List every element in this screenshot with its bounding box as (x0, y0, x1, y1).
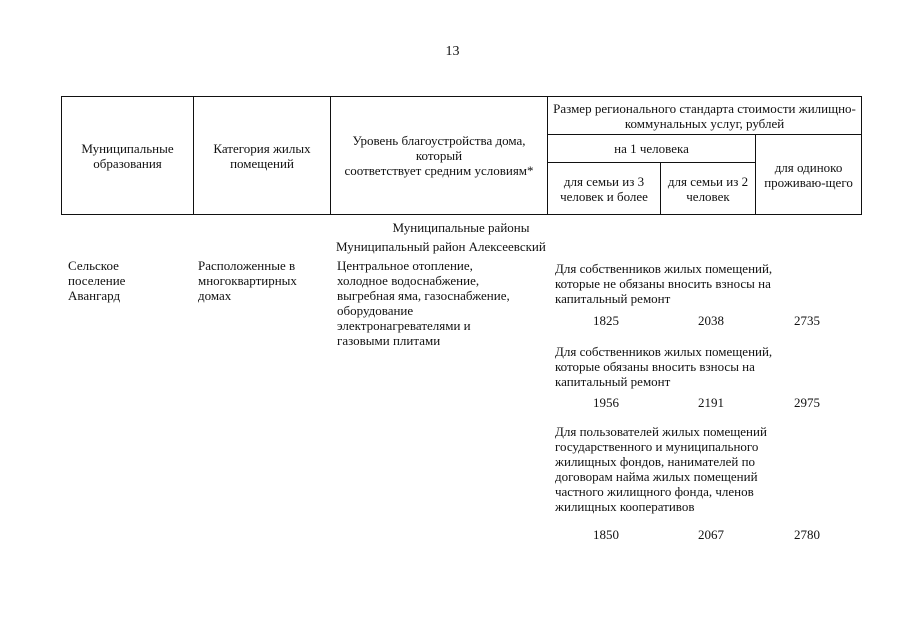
group-1-value-single: 2735 (794, 313, 820, 328)
group-3-label: Для пользователей жилых помещений государственного и муниципального жилищных фондов, нанимателей по договорам найма жилых помещений частного жилищного фонда, членов жилищных кооперативов (555, 424, 767, 514)
group-3-value-single: 2780 (794, 527, 820, 542)
row-level: Центральное отопление, холодное водоснабжение, выгребная яма, газоснабжение, оборудование электронагревателями и газовыми плитами (337, 258, 510, 348)
header-single: для одиноко проживаю-щего (756, 135, 862, 215)
group-2-label: Для собственников жилых помещений, которые обязаны вносить взносы на капитальный ремонт (555, 344, 773, 389)
header-per-person: на 1 человека (548, 135, 756, 163)
header-level: Уровень благоустройства дома, который соответствует средним условиям* (331, 97, 548, 215)
group-2-value-family3: 1956 (593, 395, 619, 410)
group-1-value-family3: 1825 (593, 313, 619, 328)
header-category: Категория жилых помещений (194, 97, 331, 215)
row-municipality: Сельское поселение Авангард (68, 258, 126, 303)
header-family3: для семьи из 3 человек и более (548, 163, 661, 215)
group-3-value-family2: 2067 (698, 527, 724, 542)
header-family2: для семьи из 2 человек (661, 163, 756, 215)
row-category: Расположенные в многоквартирных домах (198, 258, 297, 303)
header-table (61, 96, 862, 215)
header-municipal: Муниципальные образования (62, 97, 194, 215)
page-number: 13 (445, 44, 460, 59)
group-2-value-single: 2975 (794, 395, 820, 410)
header-size-title: Размер регионального стандарта стоимости жилищно-коммунальных услуг, рублей (548, 97, 862, 135)
group-3-value-family3: 1850 (593, 527, 619, 542)
district-title: Муниципальный район Алексеевский (336, 239, 546, 254)
group-2-value-family2: 2191 (698, 395, 724, 410)
section-title: Муниципальные районы (392, 220, 530, 235)
group-1-value-family2: 2038 (698, 313, 724, 328)
group-1-label: Для собственников жилых помещений, которые не обязаны вносить взносы на капитальный ремонт (555, 261, 773, 306)
